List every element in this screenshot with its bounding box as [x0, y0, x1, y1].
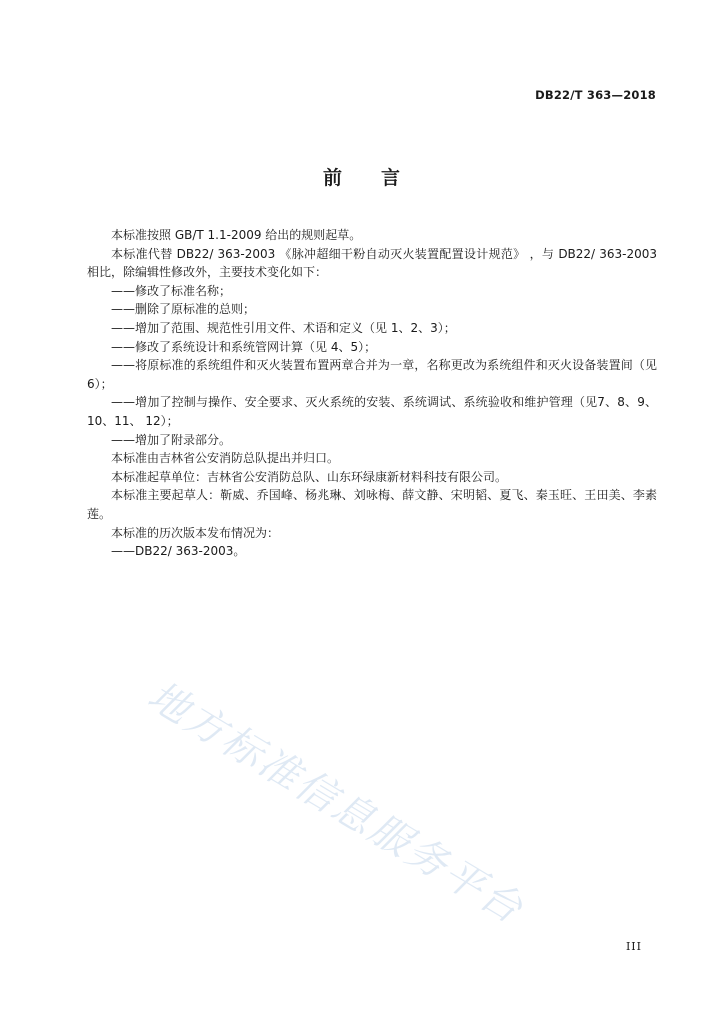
- change-item: ——删除了原标准的总则；: [111, 302, 256, 317]
- paragraph: 本标准主要起草人：靳威、乔国峰、杨兆琳、刘咏梅、薛文静、宋明韬、夏飞、秦玉旺、王田美、李素莲。: [87, 488, 657, 521]
- paragraph: 本标准按照 GB/T 1.1-2009 给出的规则起草。: [111, 228, 362, 242]
- title-char-2: 言: [381, 167, 402, 189]
- watermark: 地方标准信息服务平台: [139, 672, 532, 934]
- paragraph: 本标准由吉林省公安消防总队提出并归口。: [111, 451, 340, 466]
- change-item: ——将原标准的系统组件和灭火装置布置两章合并为一章，名称更改为系统组件和灭火设备装置间（见 6）；: [87, 358, 657, 391]
- paragraph: 本标准的历次版本发布情况为：: [111, 525, 280, 540]
- change-item: ——修改了系统设计和系统管网计算（见 4、5）；: [111, 339, 377, 354]
- paragraph: 本标准起草单位：吉林省公安消防总队、山东环绿康新材料科技有限公司。: [111, 469, 508, 484]
- change-item: ——增加了附录部分。: [111, 432, 232, 447]
- change-item: ——增加了范围、规范性引用文件、术语和定义（见 1、2、3）；: [111, 320, 456, 335]
- paragraph: ——DB22/ 363-2003。: [111, 544, 246, 559]
- standard-code: DB22/T 363—2018: [535, 88, 656, 102]
- change-item: ——修改了标准名称；: [111, 283, 232, 298]
- paragraph: 本标准代替 DB22/ 363-2003 《脉冲超细干粉自动灭火装置配置设计规范》 ，与 DB22/ 363-2003 相比，除编辑性修改外，主要技术变化如下：: [87, 246, 657, 280]
- change-item: ——增加了控制与操作、安全要求、灭火系统的安装、系统调试、系统验收和维护管理（见7、8、9、10、11、 12）；: [87, 395, 657, 428]
- foreword-body: [87, 226, 657, 561]
- title-char-1: 前: [322, 167, 343, 189]
- page-number: III: [625, 940, 642, 953]
- page-title: [0, 163, 724, 190]
